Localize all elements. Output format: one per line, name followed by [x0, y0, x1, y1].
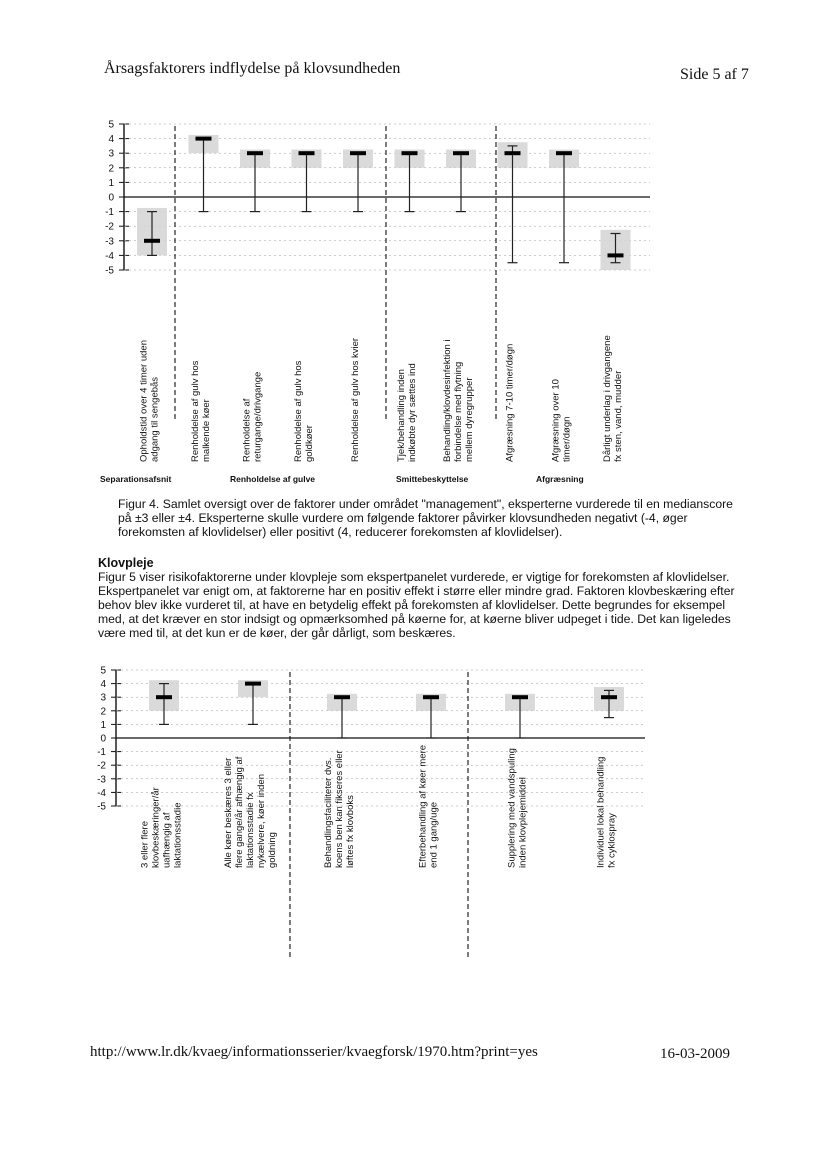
category-label-line: indkøbte dyr sættes ind: [407, 363, 418, 462]
category-label-line: løftes fx klovboks: [345, 795, 356, 868]
median-bar: [144, 239, 160, 243]
category-label-line: Opholdstid over 4 timer uden: [138, 340, 150, 462]
footer-date: 16-03-2009: [660, 1046, 730, 1062]
category-label: [350, 338, 361, 462]
category-label-line: uafhængig af: [161, 812, 173, 868]
y-tick-label: 3: [108, 148, 114, 160]
category-label: [396, 363, 418, 462]
median-bar: [608, 253, 624, 257]
category-label-line: fx sten, vand, mudder: [613, 370, 624, 462]
median-bar: [601, 695, 617, 699]
median-bar: [453, 151, 469, 155]
y-tick-label: -3: [105, 236, 114, 248]
y-tick-label: 1: [108, 177, 114, 189]
median-bar: [299, 151, 315, 155]
median-bar: [245, 682, 261, 686]
y-tick-label: -2: [97, 760, 106, 772]
category-label-line: Renholdelse af gulv hos: [190, 360, 201, 462]
y-tick-label: 3: [100, 692, 106, 704]
median-bar: [196, 137, 212, 141]
category-label: [139, 340, 161, 462]
category-label-line: Individuel lokal behandling: [595, 756, 607, 868]
category-label-line: goldning: [267, 832, 278, 868]
group-label: Afgræsning: [536, 474, 584, 484]
category-label-line: Tjek/behandling inden: [396, 369, 407, 462]
category-label-line: Alle køer beskæres 3 eller: [223, 757, 234, 868]
y-tick-label: 5: [100, 665, 106, 677]
median-bar: [247, 151, 263, 155]
y-tick-label: 2: [100, 706, 106, 718]
page-number: Side 5 af 7: [680, 66, 749, 83]
category-label: [507, 748, 529, 868]
category-label: [242, 372, 264, 462]
category-label-line: Renholdelse af gulv hos: [293, 360, 304, 462]
group-label: Smittebeskyttelse: [396, 474, 469, 484]
category-label-line: Afgræsning over 10: [550, 379, 562, 462]
y-tick-label: -5: [105, 265, 114, 277]
y-tick-label: -4: [97, 787, 106, 799]
category-label-line: fx cyklospray: [606, 813, 618, 868]
category-label-line: malkende køer: [201, 399, 212, 462]
category-label-line: laktationsstadie fx: [245, 792, 256, 868]
y-tick-label: -5: [97, 801, 106, 813]
category-label-line: inden klovplejemiddel: [517, 777, 529, 868]
section-body: Figur 5 viser risikofaktorerne under klovpleje som ekspertpanelet vurderede, er vigtige for forekomsten af klovlidelser. Ekspertpanelet var enigt om, at faktorerne har en positiv effekt i større eller mindre grad. Faktoren klovbeskæring efter behov blev ikke vurderet til, at have en betydelig effekt på forekomsten af klovlidelser. Dette begrundes for eksempel med, at det kræver en stor indsigt og opmærksomhed på køerne for, at køerne bliver udpeget i tide. Det kan ligeledes være med til, at det kun er de køer, der går dårligt, som beskæres.: [98, 570, 735, 640]
category-label-line: Afgræsning 7-10 timer/døgn: [504, 343, 516, 462]
y-tick-label: 1: [100, 719, 106, 731]
category-label-line: laktationsstadie: [172, 802, 184, 868]
category-label: [140, 787, 184, 868]
page-header-title: Årsagsfaktorers indflydelse på klovsundheden: [104, 60, 401, 77]
category-label-line: Behandling/klovdesinfektion i: [442, 339, 453, 462]
median-bar: [350, 151, 366, 155]
category-label: [442, 339, 475, 462]
section-heading: Klovpleje: [98, 556, 154, 570]
category-label-line: Behandlingsfaciliteter dvs.: [323, 757, 334, 868]
y-tick-label: 5: [108, 119, 114, 131]
category-label-line: flere gange/år afhængig af: [234, 756, 245, 868]
category-label-line: forbindelse med flytning: [453, 361, 464, 462]
category-label-line: mellem dyregrupper: [464, 377, 475, 462]
median-bar: [512, 695, 528, 699]
category-label-line: nykælvere, køer inden: [256, 774, 267, 868]
category-label-line: goldkøer: [304, 425, 315, 462]
category-label-line: Renholdelse af: [241, 398, 253, 462]
category-label-line: klovbeskæringer/år: [150, 787, 162, 868]
category-label-line: adgang til sengebås: [149, 376, 161, 462]
category-label: [551, 379, 573, 462]
y-tick-label: 4: [100, 679, 106, 691]
median-bar: [505, 151, 521, 155]
y-tick-label: 4: [108, 134, 114, 146]
category-label-line: 3 eller flere: [139, 821, 151, 868]
category-label: [602, 335, 624, 462]
category-label-line: Renholdelse af gulv hos kvier: [350, 337, 361, 462]
median-bar: [556, 151, 572, 155]
category-label-line: returgange/drivgange: [252, 371, 264, 462]
y-tick-label: -2: [105, 221, 114, 233]
median-bar: [423, 695, 439, 699]
footer-url: http://www.lr.dk/kvaeg/informationsserier/kvaegforsk/1970.htm?print=yes: [90, 1044, 538, 1060]
y-tick-label: -1: [105, 207, 114, 219]
median-bar: [334, 695, 350, 699]
y-tick-label: 2: [108, 163, 114, 175]
category-label: [323, 750, 356, 868]
group-label: Separationsafsnit: [100, 474, 172, 484]
median-bar: [156, 695, 172, 699]
category-label-line: end 1 gang/uge: [428, 801, 440, 868]
y-tick-label: -1: [97, 747, 106, 759]
figure-4-caption: Figur 4. Samlet oversigt over de faktorer under området "management", eksperterne vurderede til en medianscore på ±3 eller ±4. Eksperterne skulle vurdere om følgende faktorer påvirker klovsundheden negativt (-4, øger forekomsten af klovlidelser) eller positivt (4, reducerer forekomsten af klovlidelser).: [118, 497, 733, 539]
category-label: [293, 360, 315, 462]
y-tick-label: -4: [105, 250, 114, 262]
category-label: [190, 360, 212, 462]
category-label: [505, 344, 516, 462]
y-tick-label: -3: [97, 774, 106, 786]
category-label: [418, 745, 440, 868]
category-label-line: koens ben kan fikseres eller: [334, 750, 345, 868]
category-label-line: Supplering med vandspuling: [506, 748, 518, 868]
y-tick-label: 0: [108, 192, 114, 204]
category-label: [596, 757, 618, 868]
category-label-line: Dårligt underlag i drivgangene: [602, 335, 613, 462]
category-label: [223, 756, 278, 868]
y-tick-label: 0: [100, 733, 106, 745]
category-label-line: timer/døgn: [561, 416, 573, 462]
category-label-line: Efterbehandling af køer mere: [417, 744, 429, 868]
group-label: Renholdelse af gulve: [230, 474, 316, 484]
median-bar: [402, 151, 418, 155]
